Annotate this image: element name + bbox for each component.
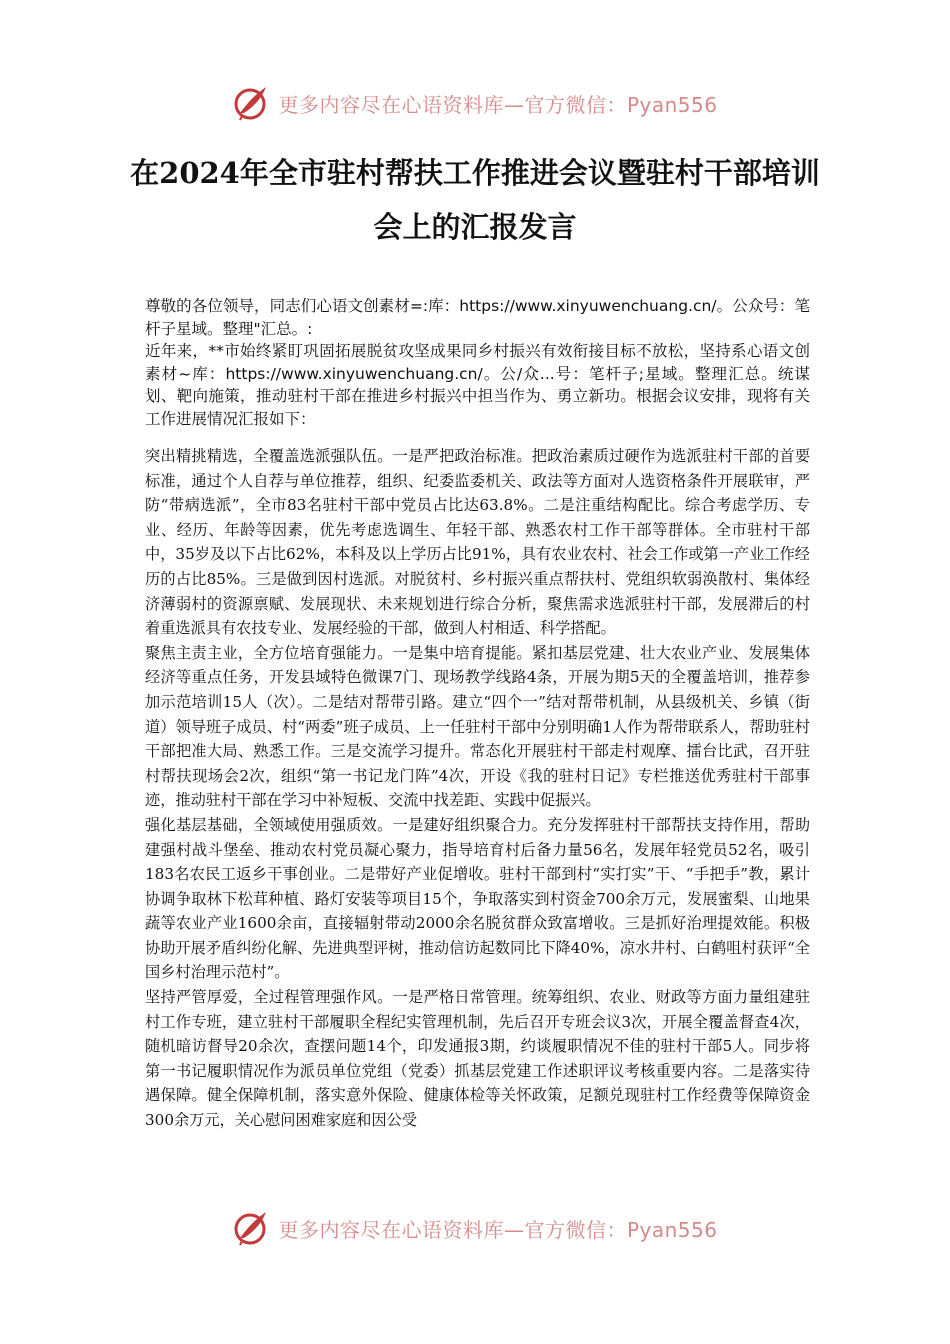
watermark-text: 更多内容尽在心语资料库—官方微信：Pyan556 [278, 1217, 718, 1242]
quill-logo-icon [232, 83, 272, 123]
watermark-banner-bottom [0, 1205, 950, 1251]
body-paragraph: 聚焦主责主业，全方位培育强能力。一是集中培育提能。紧扣基层党建、壮大农业产业、发展集体经济等重点任务，开发县域特色微课7门、现场教学线路4条，开展为期5天的全覆盖培训，推荐参加示范培训15人（次）。二是结对帮带引路。建立“四个一”结对帮带机制，从县级机关、乡镇（街道）领导班子成员、村“两委”班子成员、上一任驻村干部中分别明确1人作为帮带联系人，帮助驻村干部把准大局、熟悉工作。三是交流学习提升。常态化开展驻村干部走村观摩、擂台比武，召开驻村帮扶现场会2次，组织“第一书记龙门阵”4次，开设《我的驻村日记》专栏推送优秀驻村干部事迹，推动驻村干部在学习中补短板、交流中找差距、实践中促振兴。 [145, 643, 810, 810]
page-title: 在2024年全市驻村帮扶工作推进会议暨驻村干部培训会上的汇报发言 [130, 156, 820, 244]
watermark-text: 更多内容尽在心语资料库—官方微信：Pyan556 [278, 92, 718, 117]
watermark-banner-top [0, 80, 950, 126]
quill-logo-icon [232, 1208, 272, 1248]
body-paragraph: 突出精挑精选，全覆盖选派强队伍。一是严把政治标准。把政治素质过硬作为选派驻村干部的首要标准，通过个人自荐与单位推荐，组织、纪委监委机关、政法等方面对人选资格条件开展联审，严防“带病选派”，全市83名驻村干部中党员占比达63.8%。二是注重结构配比。综合考虑学历、专业、经历、年龄等因素，优先考虑选调生、年轻干部、熟悉农村工作干部等群体。全市驻村干部中，35岁及以下占比62%，本科及以上学历占比91%，具有农业农村、社会工作或第一产业工作经历的占比85%。三是做到因村选派。对脱贫村、乡村振兴重点帮扶村、党组织软弱涣散村、集体经济薄弱村的资源禀赋、发展现状、未来规划进行综合分析，聚焦需求选派驻村干部，发展滞后的村着重选派具有农技专业、发展经验的干部，做到人村相适、科学搭配。 [145, 447, 810, 638]
body-paragraph: 强化基层基础，全领域使用强质效。一是建好组织聚合力。充分发挥驻村干部帮扶支持作用，帮助建强村战斗堡垒、推动农村党员凝心聚力，指导培育村后备力量56名，发展年轻党员52名，吸引183名农民工返乡干事创业。二是带好产业促增收。驻村干部到村“实打实”干、“手把手”教，累计协调争取林下松茸种植、路灯安装等项目15个，争取落实到村资金700余万元，发展蜜梨、山地果蔬等农业产业1600余亩，直接辐射带动2000余名脱贫群众致富增收。三是抓好治理提效能。积极协助开展矛盾纠纷化解、先进典型评树，推动信访起数同比下降40%，凉水井村、白鹤咀村获评“全国乡村治理示范村”。 [145, 815, 810, 982]
body-paragraph: 坚持严管厚爱，全过程管理强作风。一是严格日常管理。统筹组织、农业、财政等方面力量组建驻村工作专班，建立驻村干部履职全程纪实管理机制，先后召开专班会议3次，开展全覆盖督查4次，随机暗访督导20余次，查摆问题14个，印发通报3期，约谈履职情况不佳的驻村干部5人。同步将第一书记履职情况作为派员单位党组（党委）抓基层党建工作述职评议考核重要内容。二是落实待遇保障。健全保障机制，落实意外保险、健康体检等关怀政策，足额兑现驻村工作经费等保障资金300余万元，关心慰问困难家庭和因公受 [145, 988, 810, 1130]
intro-paragraph: 近年来，**市始终紧盯巩固拓展脱贫攻坚成果同乡村振兴有效衔接目标不放松，坚持系心语文创素材~库：https://www.xinyuwenchuang.cn/。公/众...号：笔杆子;星域。整理汇总。统谋划、靶向施策，推动驻村干部在推进乡村振兴中担当作为、勇立新功。根据会议安排，现将有关工作进展情况汇报如下： [145, 342, 810, 428]
intro-block [145, 295, 810, 430]
body-text [145, 444, 810, 1133]
intro-paragraph: 尊敬的各位领导，同志们心语文创素材=:库：https://www.xinyuwenchuang.cn/。公众号：笔杆子星域。整理"汇总。: [145, 297, 810, 338]
